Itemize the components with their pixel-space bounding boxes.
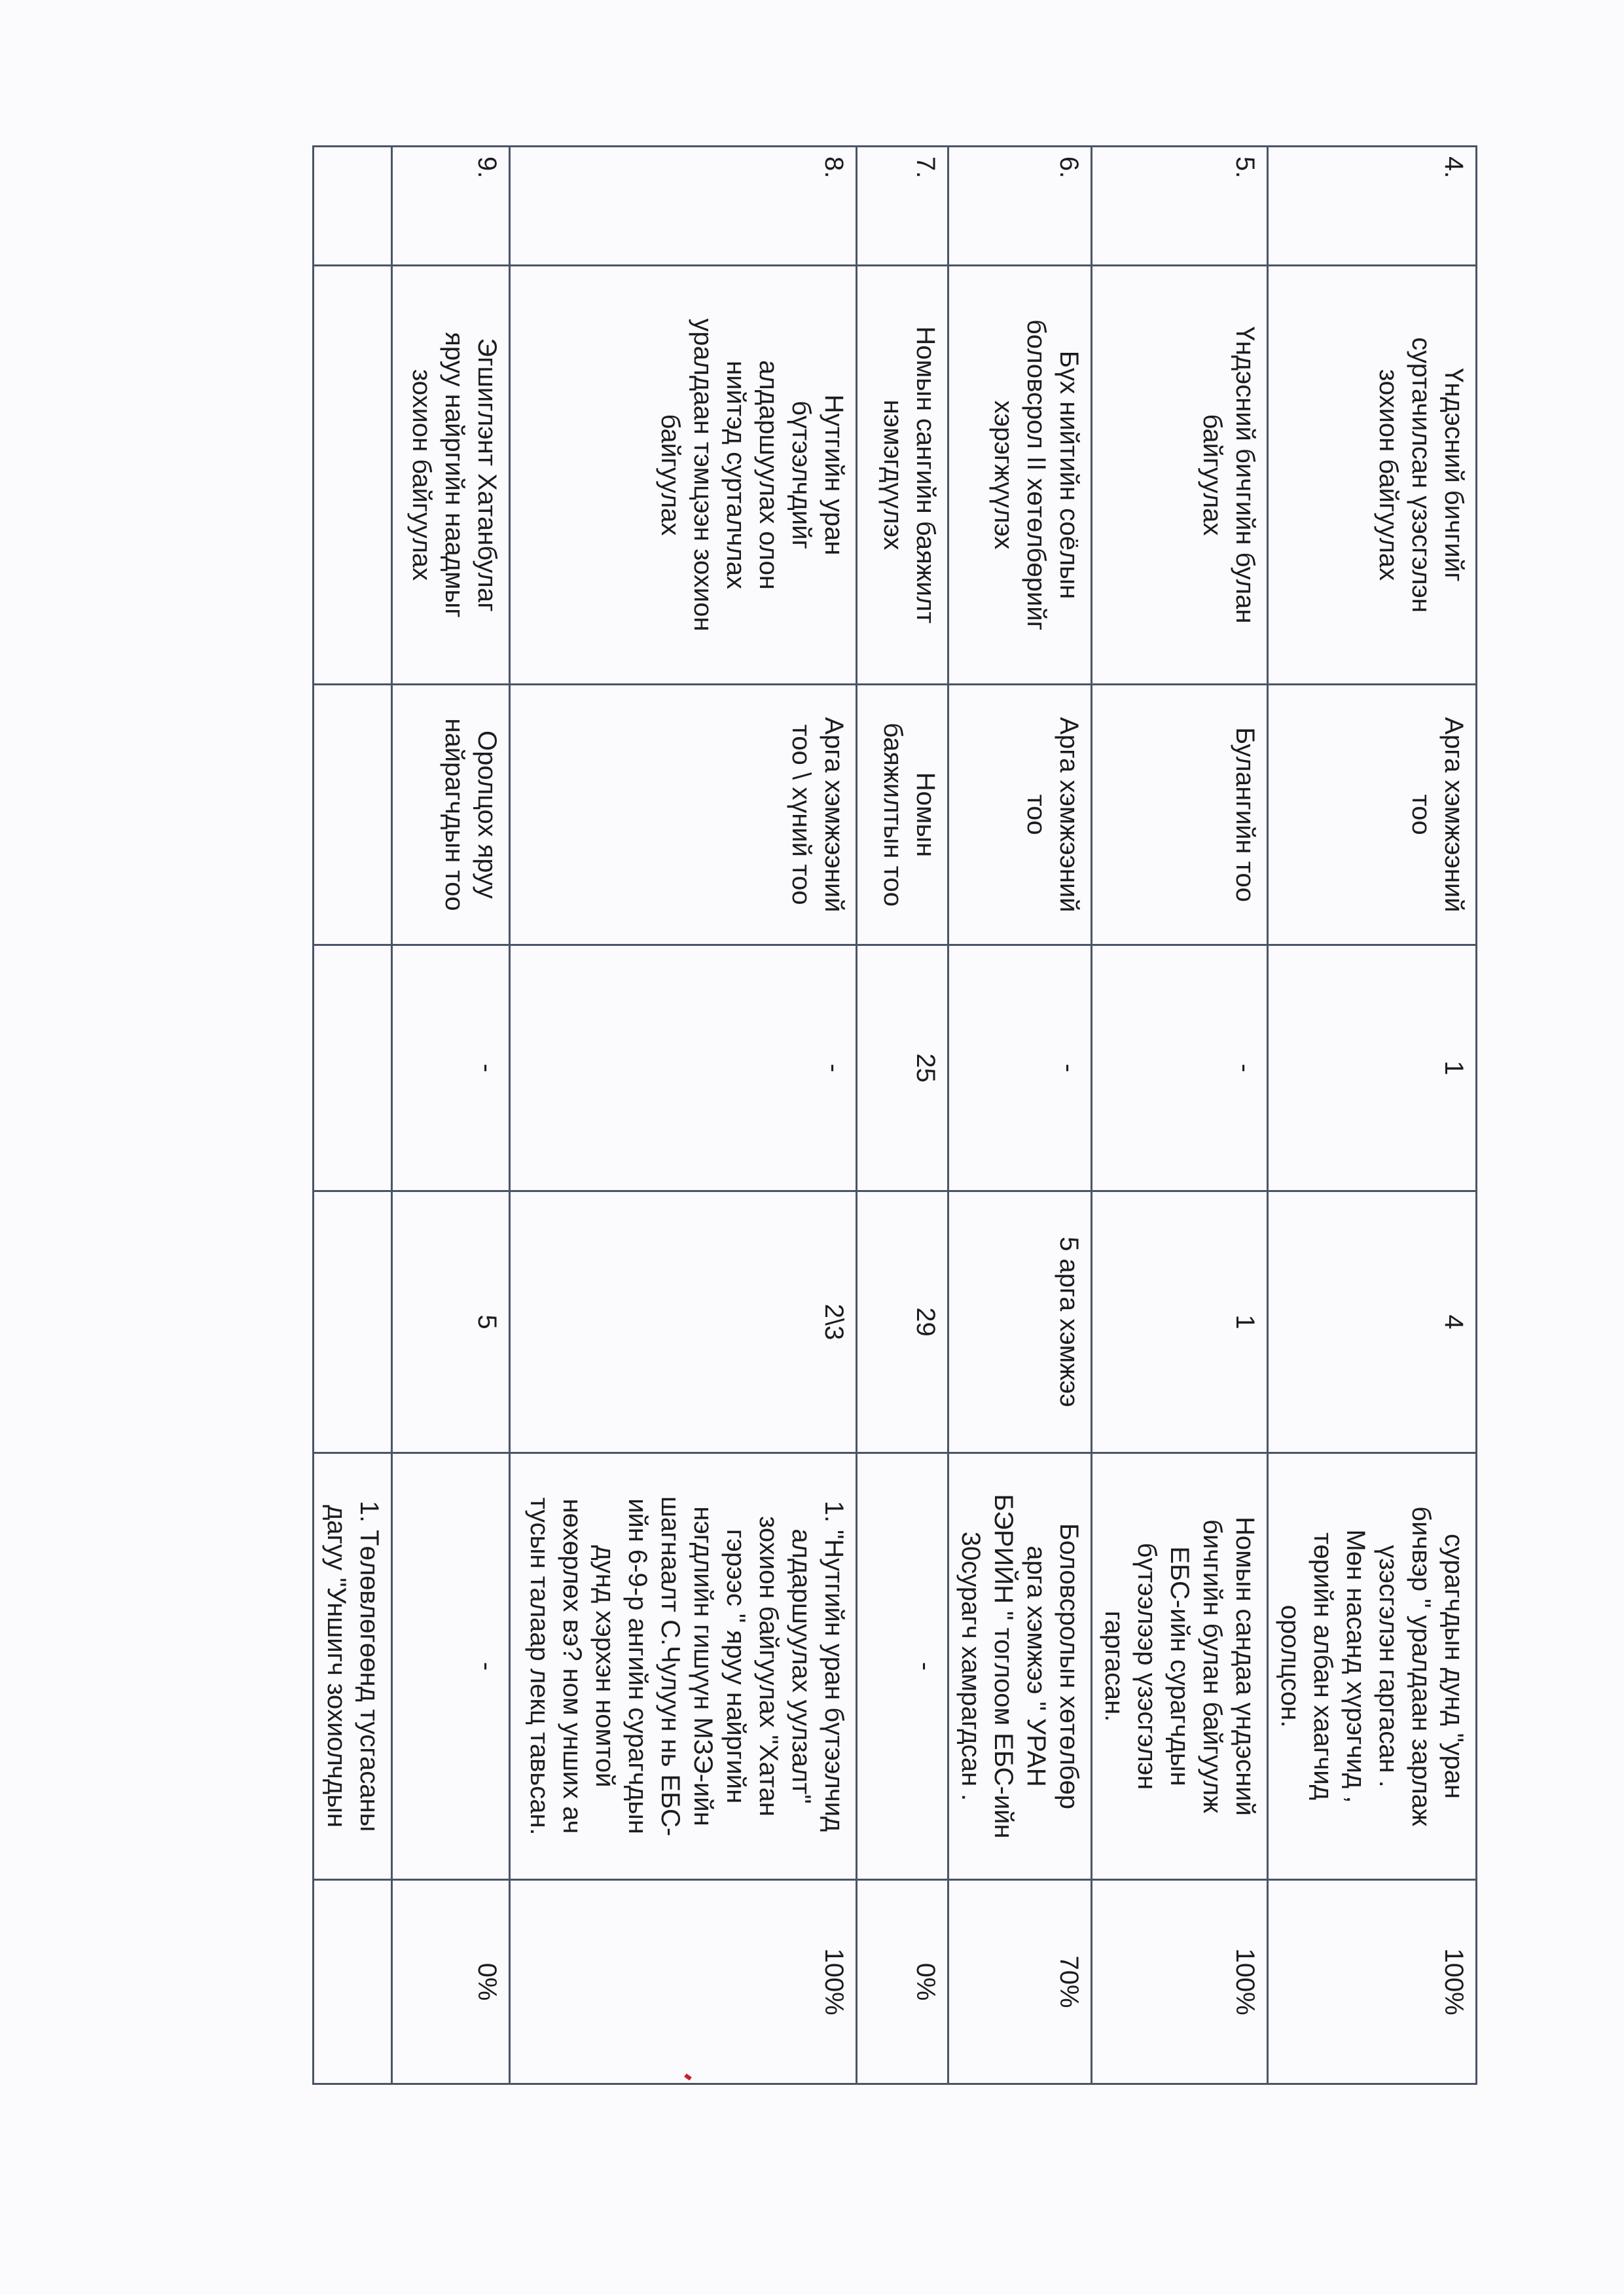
baseline-value: 1 [1268, 945, 1477, 1191]
indicator-cell: Арга хэмжээний тоо [1268, 685, 1477, 945]
activity-cell: Бүх нийтийн соёлын боловсрол II хөтөлбөрийг хэрэгжүүлэх [948, 266, 1092, 685]
table-row [857, 147, 948, 2084]
activity-cell: Эгшиглэнт Хатанбулаг яруу найргийн наадмыг зохион байгуулах [392, 266, 510, 685]
percent-value: 70% [948, 1880, 1092, 2084]
baseline-value: - [948, 945, 1092, 1191]
note-cell: Боловсролын хөтөлбөр арга хэмжээ " УРАН БЭРИЙН " тоглоом ЕБС-ийн 30сурагч хамрагдсан . [948, 1453, 1092, 1880]
note-cell: 1. "Нутгийн уран бүтээлчид алдаршуулах уулзалт" зохион байгуулах "Хатан гэрээс " яруу найргийн нэгдлийн гишүүн МЗЭ-ийн шагнаалт С.Чулуун нь ЕБС- ийн 6-9-р ангийн сурагчдын дунд хэрхэн номтой нөхөрлөх вэ? ном унших ач тусын талаар лекц тавьсан. [510, 1453, 857, 1880]
result-value [314, 1191, 392, 1453]
table-row [948, 147, 1092, 2084]
indicator-cell: Арга хэмжээний тоо [948, 685, 1092, 945]
percent-value: 100% [1268, 1880, 1477, 2084]
row-number: 4. [1268, 147, 1477, 266]
result-value: 2\3 [510, 1191, 857, 1453]
indicator-cell: Оролцох яруу найрагчдын тоо [392, 685, 510, 945]
table-row [1092, 147, 1268, 2084]
row-number: 9. [392, 147, 510, 266]
percent-value: 0% [392, 1880, 510, 2084]
baseline-value: - [510, 945, 857, 1191]
result-value: 1 [1092, 1191, 1268, 1453]
percent-value: 100% [1092, 1880, 1268, 2084]
percent-value: 100% [510, 1880, 857, 2084]
note-cell: Номын сандаа үндэсний бичгийн булан байгуулж ЕБС-ийн сурагчдын бүтээлээр үзэсгэлэн гаргасан. [1092, 1453, 1268, 1880]
row-number: 8. [510, 147, 857, 266]
note-cell: сурагчдын дунд "уран бичвэр " уралдаан зарлаж үзэсгэлэн гаргасан . Мөн насанд хүрэгчид , төрийн албан хаагчид оролцсон. [1268, 1453, 1477, 1880]
indicator-cell: Арга хэмжээний тоо \ хүний тоо [510, 685, 857, 945]
activity-cell: Үндэсний бичгийн булан байгуулах [1092, 266, 1268, 685]
baseline-value: 25 [857, 945, 948, 1191]
result-value: 29 [857, 1191, 948, 1453]
note-cell: 1. Төлөвлөгөөнд тусгасаны дагуу "Уншигч зохиолчдын [314, 1453, 392, 1880]
activity-cell: Нутгийн уран бүтээлчдийг алдаршуулах олон нийтэд сурталчлах уралдаан тэмцээн зохион байгуулах [510, 266, 857, 685]
row-number [314, 147, 392, 266]
percent-value: 0% [857, 1880, 948, 2084]
activity-cell: Номын сангийн баяжилт нэмэгдүүлэх [857, 266, 948, 685]
result-value: 5 арга хэмжээ [948, 1191, 1092, 1453]
table-body [314, 147, 1477, 2084]
table-row [1268, 147, 1477, 2084]
row-number: 7. [857, 147, 948, 266]
row-number: 5. [1092, 147, 1268, 266]
plan-report-table [312, 145, 1477, 2085]
percent-value [314, 1880, 392, 2084]
indicator-cell [314, 685, 392, 945]
result-value: 5 [392, 1191, 510, 1453]
indicator-cell: Булангийн тоо [1092, 685, 1268, 945]
activity-cell: Үндэсний бичгийг суртачилсан үзэсгэлэн зохион байгуулах [1268, 266, 1477, 685]
baseline-value: - [392, 945, 510, 1191]
table-row [510, 147, 857, 2084]
note-cell: - [857, 1453, 948, 1880]
indicator-cell: Номын баяжилтын тоо [857, 685, 948, 945]
table-row [314, 147, 392, 2084]
table-row [392, 147, 510, 2084]
baseline-value [314, 945, 392, 1191]
baseline-value: - [1092, 945, 1268, 1191]
result-value: 4 [1268, 1191, 1477, 1453]
activity-cell [314, 266, 392, 685]
row-number: 6. [948, 147, 1092, 266]
note-cell: - [392, 1453, 510, 1880]
